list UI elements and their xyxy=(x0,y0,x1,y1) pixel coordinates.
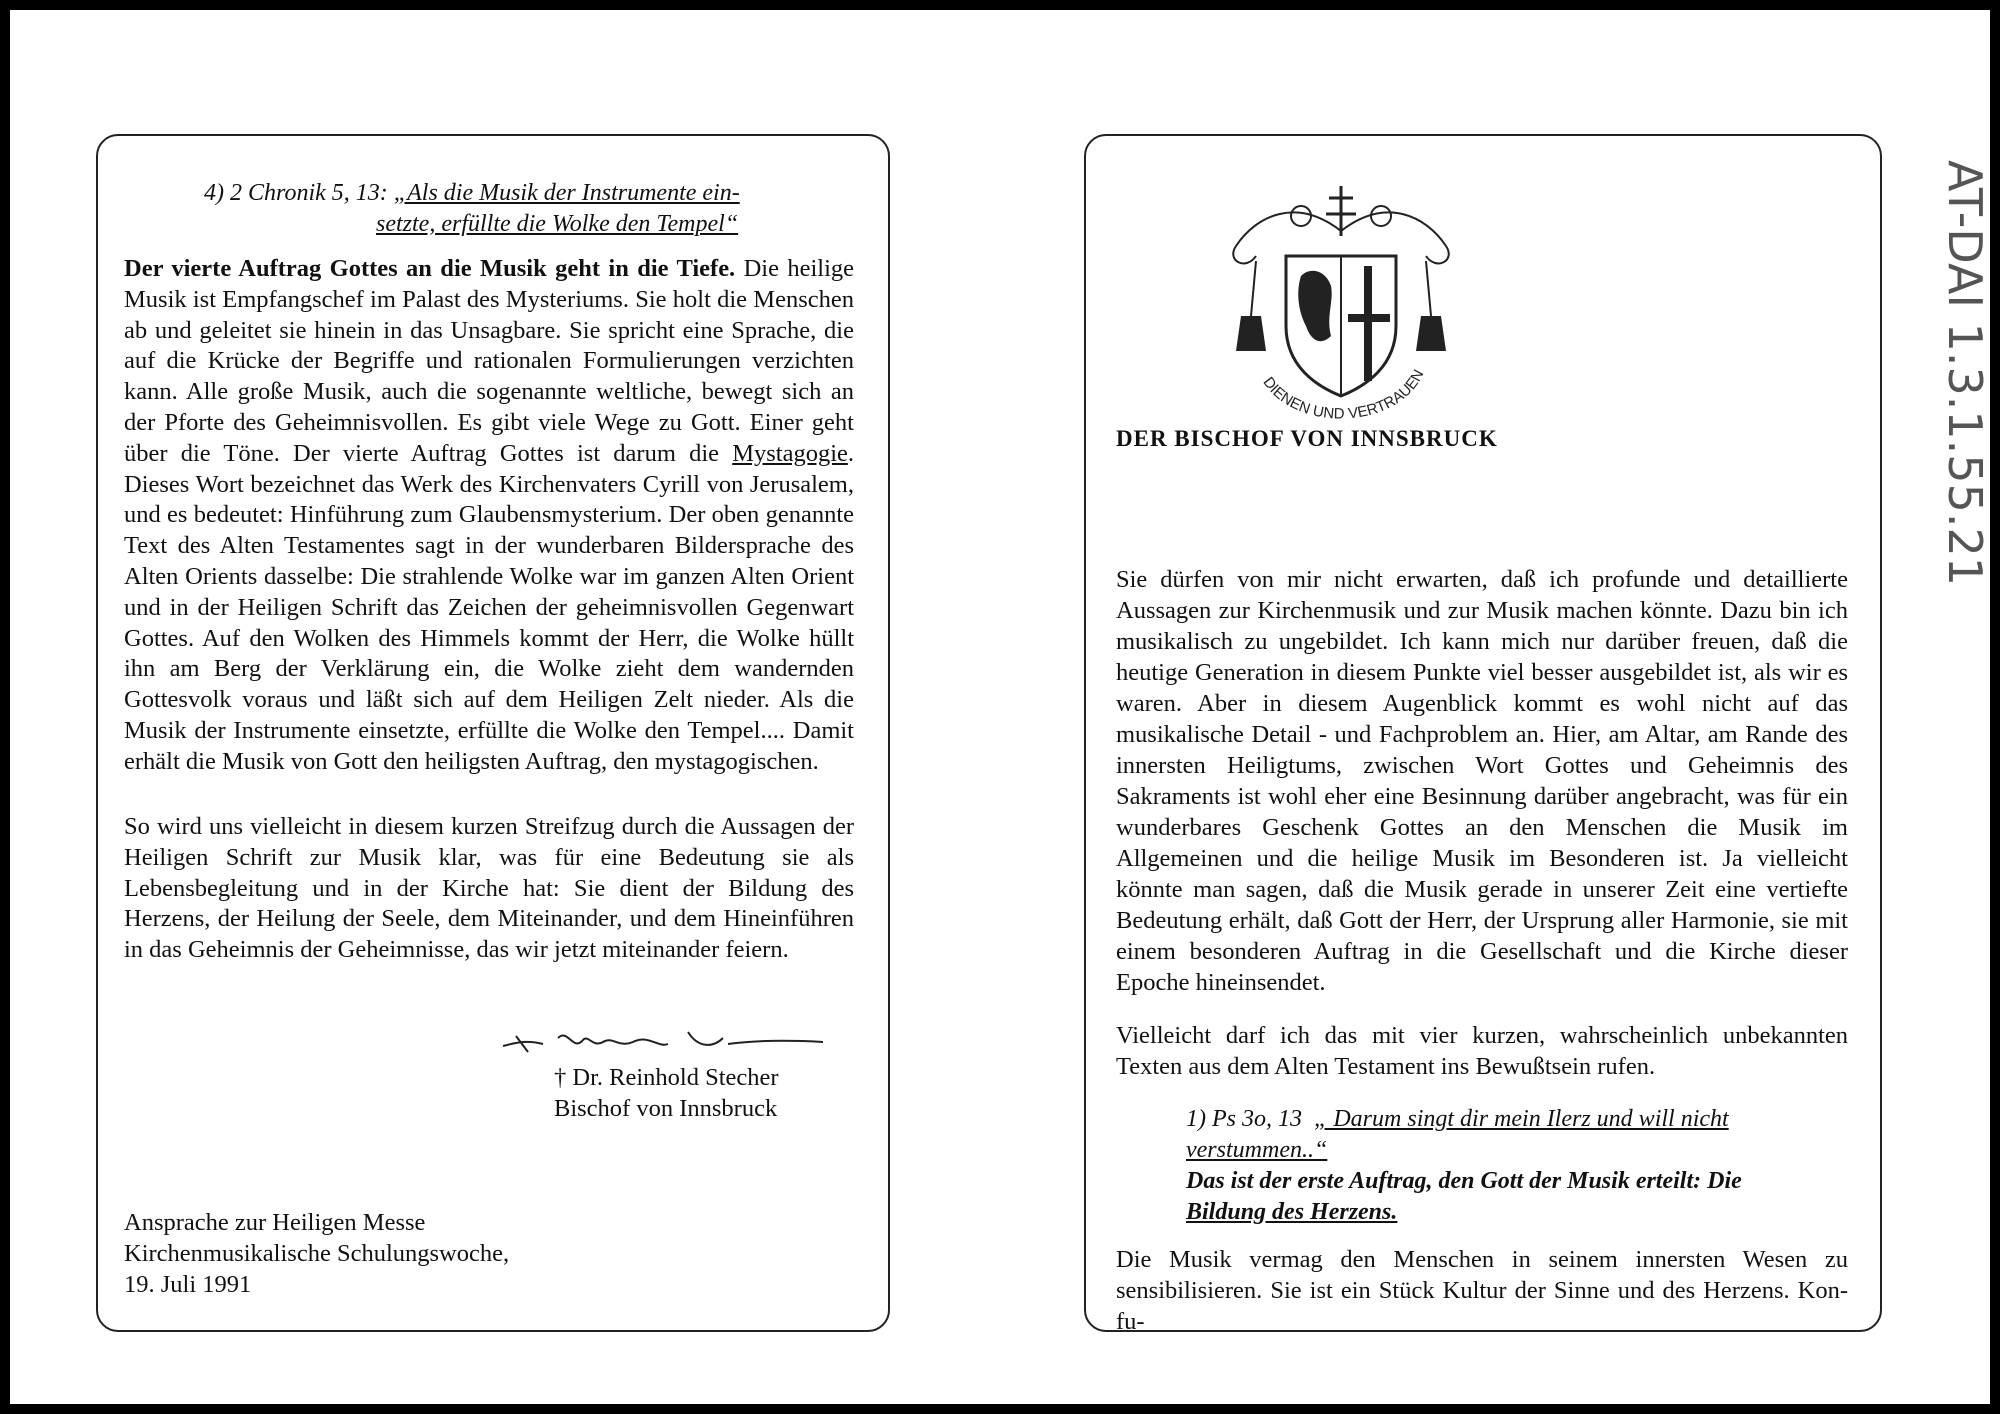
signature-title: Bischof von Innsbruck xyxy=(554,1095,778,1122)
paragraph-sensitize: Die Musik vermag den Menschen in seinem innersten Wesen zu sensibilisieren. Sie ist ein Stück Kultur der Sinne und des Herzens. Kon-fu- xyxy=(1116,1246,1848,1335)
sermon-event: Kirchenmusikalische Schulungswoche, xyxy=(124,1240,510,1267)
psalm-ref: 1) Ps 3o, 13 xyxy=(1186,1106,1302,1132)
archive-signature-mark xyxy=(1935,160,1995,590)
archive-mark-text: AT-DAI 1.3.1.55.21 xyxy=(1938,160,1992,586)
bishop-coat-of-arms-icon xyxy=(1216,176,1466,446)
mystagogie-term: Mystagogie xyxy=(732,439,848,467)
paragraph-lead: Der vierte Auftrag Gottes an die Musik geht in die Tiefe. xyxy=(124,255,736,282)
signature-name: † Dr. Reinhold Stecher xyxy=(554,1064,779,1091)
citation-chronik xyxy=(204,178,740,209)
citation-ref: 4) 2 Chronik 5, 13: xyxy=(204,180,388,206)
crest-motto: DIENEN UND VERTRAUEN xyxy=(1259,366,1428,423)
paragraph-summary: So wird uns vielleicht in diesem kurzen Streifzug durch die Aussagen der Heiligen Schrift zur Musik klar, was für eine Bedeutung sie als Lebensbegleitung und in der Kirche hat: Sie dient der Bildung des Herzens, der Heilung der Seele, dem Miteinander, und dem Hineinführen in das Geheimnis der Geheimnisse, das wir jetzt miteinander feiern. xyxy=(124,813,854,964)
left-page xyxy=(96,134,890,1332)
citation-quote-line1: „Als die Musik der Instrumente ein- xyxy=(393,180,740,206)
first-task-line2: Bildung des Herzens. xyxy=(1186,1199,1398,1225)
paragraph-intro: Sie dürfen von mir nicht erwarten, daß ich profunde und detaillierte Aussagen zur Kirchenmusik und zur Musik machen könnte. Dazu bin ich musikalisch zu ungebildet. Ich kann mich nur darüber freuen, daß die heutige Generation in diesem Punkte viel besser ausgebildet ist, als wir es waren. Aber in diesem Augenblick kommt es wohl nicht auf das musikalische Detail - und Fachproblem an. Hier, am Altar, am Rande des innersten Heiligtums, zwischen Wort Gottes und Geheimnis des Sakraments ist wohl eher eine Besinnung darüber angebracht, was für ein wunderbares Geschenk Gottes an den Menschen die Musik im Allgemeinen und die heilige Musik im Besonderen ist. Ja vielleicht könnte man sagen, daß die Musik gerade in unserer Zeit eine vertiefte Bedeutung erhält, daß Gott der Herr, der Ursprung aller Harmonie, sie mit einem besonderen Auftrag in die Gesellschaft und die Kirche dieser Epoche hineinsendet. xyxy=(1116,566,1848,996)
paragraph-body: Die heilige Musik ist Empfangschef im Palast des Mysteriums. Sie holt die Menschen ab und geleitet sie hinein in das Unsagbare. Sie spricht eine Sprache, die auf die Krücke der Begriffe und rationalen Formulierungen verzichten kann. Alle große Musik, auch die sogenannte weltliche, bewegt sich an der Pforte des Geheimnisvollen. Es gibt viele Wege zu Gott. Einer geht über die Töne. Der vierte Auftrag Gottes ist darum die xyxy=(124,255,854,467)
handwritten-signature xyxy=(498,1018,828,1058)
paragraph-transition: Vielleicht darf ich das mit vier kurzen, wahrscheinlich unbekannten Texten aus dem Alten Testament ins Bewußtsein rufen. xyxy=(1116,1022,1848,1080)
scanned-sheet xyxy=(10,10,1990,1404)
sermon-occasion: Ansprache zur Heiligen Messe xyxy=(124,1209,426,1236)
right-page xyxy=(1084,134,1882,1335)
paragraph-fourth-task xyxy=(124,254,854,778)
sermon-date: 19. Juli 1991 xyxy=(124,1271,252,1298)
sermon-info xyxy=(124,1207,509,1300)
citation-chronik-line2 xyxy=(376,209,738,240)
crest-title: DER BISCHOF VON INNSBRUCK xyxy=(1116,426,1498,451)
citation-psalm xyxy=(1186,1104,1786,1228)
paragraph-body-end: . Dieses Wort bezeichnet das Werk des Kirchenvaters Cyrill von Jerusalem, und es bedeutet: Hinführung zum Glaubensmysterium. Der oben genannte Text des Alten Testamentes sagt in der wunderbaren Bildersprache des Alten Orients dasselbe: Die strahlende Wolke war im ganzen Alten Orient und in der Heiligen Schrift das Zeichen der geheimnisvollen Gegenwart Gottes. Auf den Wolken des Himmels kommt der Herr, die Wolke hüllt ihn am Berg der Verklärung ein, die Wolke zieht dem wandernden Gottesvolk voraus und läßt sich auf dem Heiligen Zelt nieder. Als die Musik der Instrumente einsetzte, erfüllte die Wolke den Tempel.... Damit erhält die Musik von Gott den heiligsten Auftrag, den mystagogischen. xyxy=(124,439,854,775)
psalm-quote-line2: verstummen..“ xyxy=(1186,1137,1328,1163)
signature-block xyxy=(554,1062,779,1124)
psalm-quote-line1: „ Darum singt dir mein Ilerz und will nicht xyxy=(1314,1106,1729,1132)
citation-quote-line2: setzte, erfüllte die Wolke den Tempel“ xyxy=(376,211,739,237)
first-task-line1: Das ist der erste Auftrag, den Gott der Musik erteilt: Die xyxy=(1186,1168,1742,1194)
